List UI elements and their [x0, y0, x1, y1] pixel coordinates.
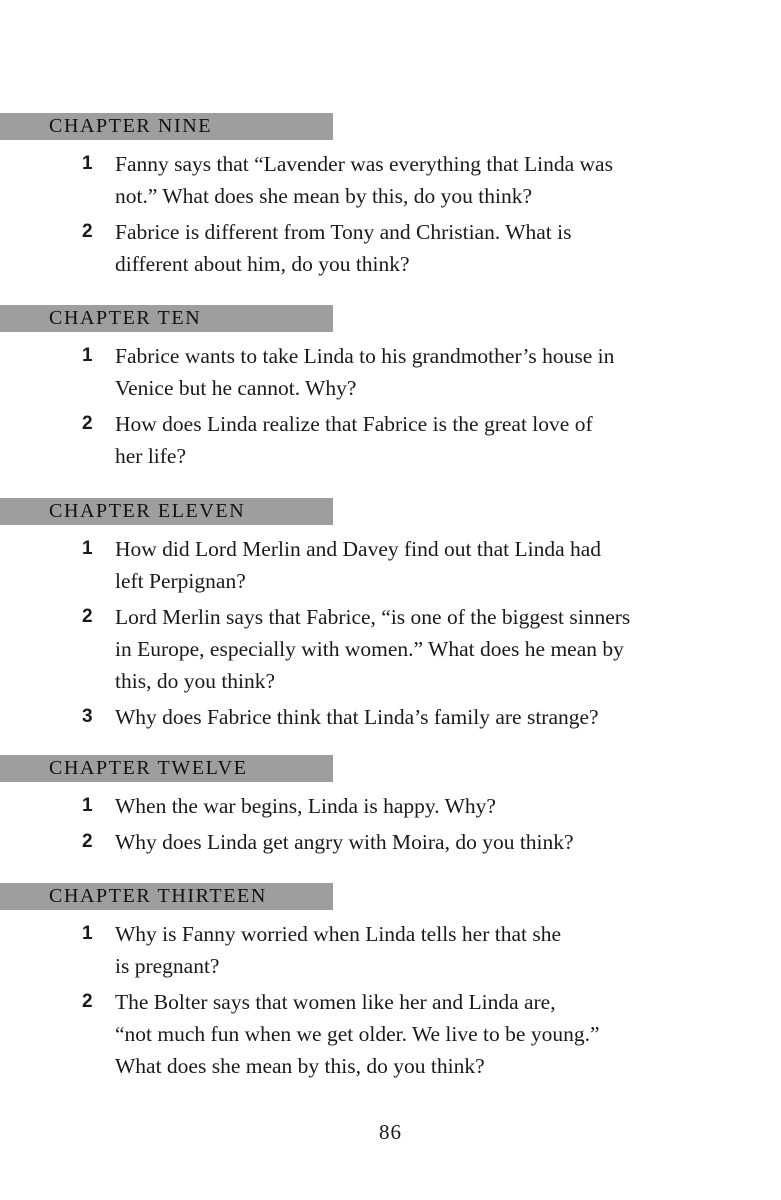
question-number: 2 — [82, 606, 93, 627]
question-item — [0, 533, 781, 597]
question-text-line: this, do you think? — [115, 669, 276, 693]
question-number: 2 — [82, 221, 93, 242]
question-text-line: in Europe, especially with women.” What does he mean by — [115, 637, 624, 661]
question-number: 1 — [82, 538, 93, 559]
question-text-line: her life? — [115, 444, 187, 468]
question-number: 2 — [82, 413, 93, 434]
question-item — [0, 216, 781, 280]
question-item — [0, 601, 781, 697]
question-text-line: Why does Linda get angry with Moira, do you think? — [115, 830, 574, 854]
question-number: 2 — [82, 991, 93, 1012]
question-text-line: not.” What does she mean by this, do you think? — [115, 184, 532, 208]
chapter-heading: CHAPTER THIRTEEN — [0, 883, 333, 910]
question-item — [0, 701, 781, 733]
question-number: 1 — [82, 345, 93, 366]
question-number: 1 — [82, 795, 93, 816]
question-item — [0, 340, 781, 404]
question-text-line: Fanny says that “Lavender was everything that Linda was — [115, 152, 613, 176]
question-text-line: How did Lord Merlin and Davey find out that Linda had — [115, 537, 602, 561]
question-text-line: Fabrice is different from Tony and Christian. What is — [115, 220, 572, 244]
question-number: 2 — [82, 831, 93, 852]
page-number: 86 — [379, 1120, 402, 1144]
chapter-heading: CHAPTER TEN — [0, 305, 333, 332]
question-item — [0, 986, 781, 1082]
question-text-line: The Bolter says that women like her and Linda are, — [115, 990, 556, 1014]
question-item — [0, 790, 781, 822]
question-text-line: Fabrice wants to take Linda to his grandmother’s house in — [115, 344, 615, 368]
chapter-thirteen-section — [0, 883, 781, 1082]
question-text-line: Why is Fanny worried when Linda tells her that she — [115, 922, 562, 946]
question-text-line: different about him, do you think? — [115, 252, 410, 276]
chapter-twelve-section — [0, 755, 781, 858]
question-item — [0, 826, 781, 858]
question-text-line: is pregnant? — [115, 954, 220, 978]
chapter-ten-section — [0, 305, 781, 472]
question-text-line: How does Linda realize that Fabrice is the great love of — [115, 412, 593, 436]
question-list — [0, 918, 781, 1082]
question-item — [0, 408, 781, 472]
question-text-line: When the war begins, Linda is happy. Why? — [115, 794, 496, 818]
question-list — [0, 148, 781, 280]
question-list — [0, 790, 781, 858]
question-text-line: Venice but he cannot. Why? — [115, 376, 357, 400]
question-text-line: Why does Fabrice think that Linda’s family are strange? — [115, 705, 599, 729]
chapter-eleven-section — [0, 498, 781, 733]
question-number: 1 — [82, 923, 93, 944]
question-item — [0, 148, 781, 212]
question-text-line: Lord Merlin says that Fabrice, “is one of the biggest sinners — [115, 605, 631, 629]
question-text-line: left Perpignan? — [115, 569, 246, 593]
chapter-heading: CHAPTER NINE — [0, 113, 333, 140]
question-text-line: “not much fun when we get older. We live to be young.” — [115, 1022, 600, 1046]
question-number: 3 — [82, 706, 93, 727]
question-item — [0, 918, 781, 982]
chapter-nine-section — [0, 113, 781, 280]
question-list — [0, 340, 781, 472]
chapter-heading: CHAPTER ELEVEN — [0, 498, 333, 525]
question-text-line: What does she mean by this, do you think? — [115, 1054, 485, 1078]
question-list — [0, 533, 781, 733]
question-number: 1 — [82, 153, 93, 174]
chapter-heading: CHAPTER TWELVE — [0, 755, 333, 782]
